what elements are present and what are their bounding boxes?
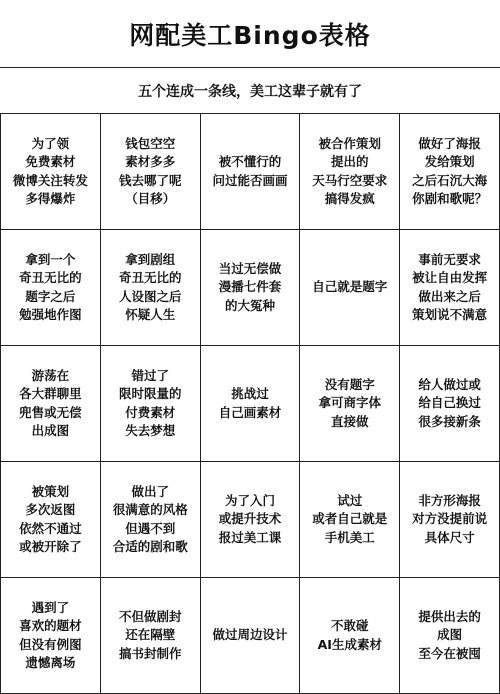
bingo-cell-text: 被合作策划 提出的 天马行空要求 搞得发疯	[312, 136, 388, 206]
bingo-cell[interactable]	[201, 578, 301, 694]
subtitle-bar	[0, 68, 500, 114]
bingo-cell-text: 拿到剧组 奇丑无比的 人设图之后 怀疑人生	[118, 252, 182, 322]
bingo-cell[interactable]	[300, 230, 400, 346]
bingo-cell-text: 提供出去的 成图 至今在被囤	[418, 609, 481, 661]
bingo-cell[interactable]	[201, 346, 301, 462]
bingo-cell-text: 试过 或者自己就是 手机美工	[312, 493, 388, 545]
bingo-grid	[0, 114, 500, 694]
bingo-cell[interactable]	[101, 346, 201, 462]
bingo-cell[interactable]	[201, 114, 301, 230]
bingo-cell-text: 为了领 免费素材 微博关注转发 多得爆炸	[12, 136, 88, 206]
bingo-cell-text: 不但做剧封 还在隔壁 搞书封制作	[118, 609, 182, 661]
bingo-cell[interactable]	[101, 462, 201, 578]
bingo-cell[interactable]	[300, 114, 400, 230]
bingo-cell[interactable]	[1, 346, 101, 462]
bingo-cell[interactable]	[1, 578, 101, 694]
bingo-cell[interactable]	[201, 462, 301, 578]
bingo-cell[interactable]	[300, 346, 400, 462]
bingo-cell-text: 游荡在 各大群聊里 兜售或无偿 出成图	[19, 368, 82, 438]
bingo-cell[interactable]	[400, 114, 500, 230]
bingo-cell[interactable]	[400, 230, 500, 346]
bingo-cell-text: 不敢碰 AI生成素材	[317, 618, 382, 652]
bingo-cell[interactable]	[201, 230, 301, 346]
bingo-cell-text: 错过了 限时限量的 付费素材 失去梦想	[118, 368, 182, 438]
bingo-cell-text: 没有题字 拿可商字体 直接做	[318, 377, 382, 429]
bingo-cell-text: 给人做过或 给自己换过 很多接新条	[418, 377, 481, 429]
title-bar	[0, 0, 500, 68]
bingo-cell-text: 做好了海报 发给策划 之后石沉大海 你剧和歌呢？	[412, 136, 488, 206]
bingo-cell-text: 非方形海报 对方没提前说 具体尺寸	[412, 493, 488, 545]
bingo-cell[interactable]	[101, 114, 201, 230]
bingo-cell-text: 为了入门 或提升技术 报过美工课	[218, 493, 282, 545]
bingo-cell[interactable]	[400, 578, 500, 694]
page-title: 网配美工Bingo表格	[129, 20, 371, 50]
bingo-cell-text: 做过周边设计	[212, 627, 288, 643]
bingo-cell-text: 被不懂行的 问过能否画画	[212, 154, 288, 188]
bingo-cell[interactable]	[400, 346, 500, 462]
bingo-cell[interactable]	[400, 462, 500, 578]
bingo-cell-text: 遇到了 喜欢的题材 但没有例图 遗憾离场	[19, 600, 82, 670]
bingo-cell[interactable]	[300, 578, 400, 694]
bingo-cell[interactable]	[1, 462, 101, 578]
bingo-cell-text: 被策划 多次返图 依然不通过 或被开除了	[19, 484, 82, 554]
bingo-cell[interactable]	[1, 230, 101, 346]
bingo-cell-text: 自己就是题字	[312, 279, 388, 295]
bingo-cell[interactable]	[101, 230, 201, 346]
bingo-cell-text: 当过无偿做 漫播七件套 的大冤种	[218, 261, 282, 313]
bingo-cell[interactable]	[101, 578, 201, 694]
bingo-cell[interactable]	[300, 462, 400, 578]
bingo-cell-text: 事前无要求 被让自由发挥 做出来之后 策划说不满意	[412, 252, 488, 322]
bingo-cell-text: 做出了 很满意的风格 但遇不到 合适的剧和歌	[112, 484, 188, 554]
bingo-cell-text: 拿到一个 奇丑无比的 题字之后 勉强地作图	[19, 252, 82, 322]
bingo-cell[interactable]	[1, 114, 101, 230]
bingo-cell-text: 挑战过 自己画素材	[218, 386, 282, 420]
page-subtitle: 五个连成一条线，美工这辈子就有了	[138, 83, 362, 100]
bingo-cell-text: 钱包空空 素材多多 钱去哪了呢 （目移）	[118, 136, 182, 206]
